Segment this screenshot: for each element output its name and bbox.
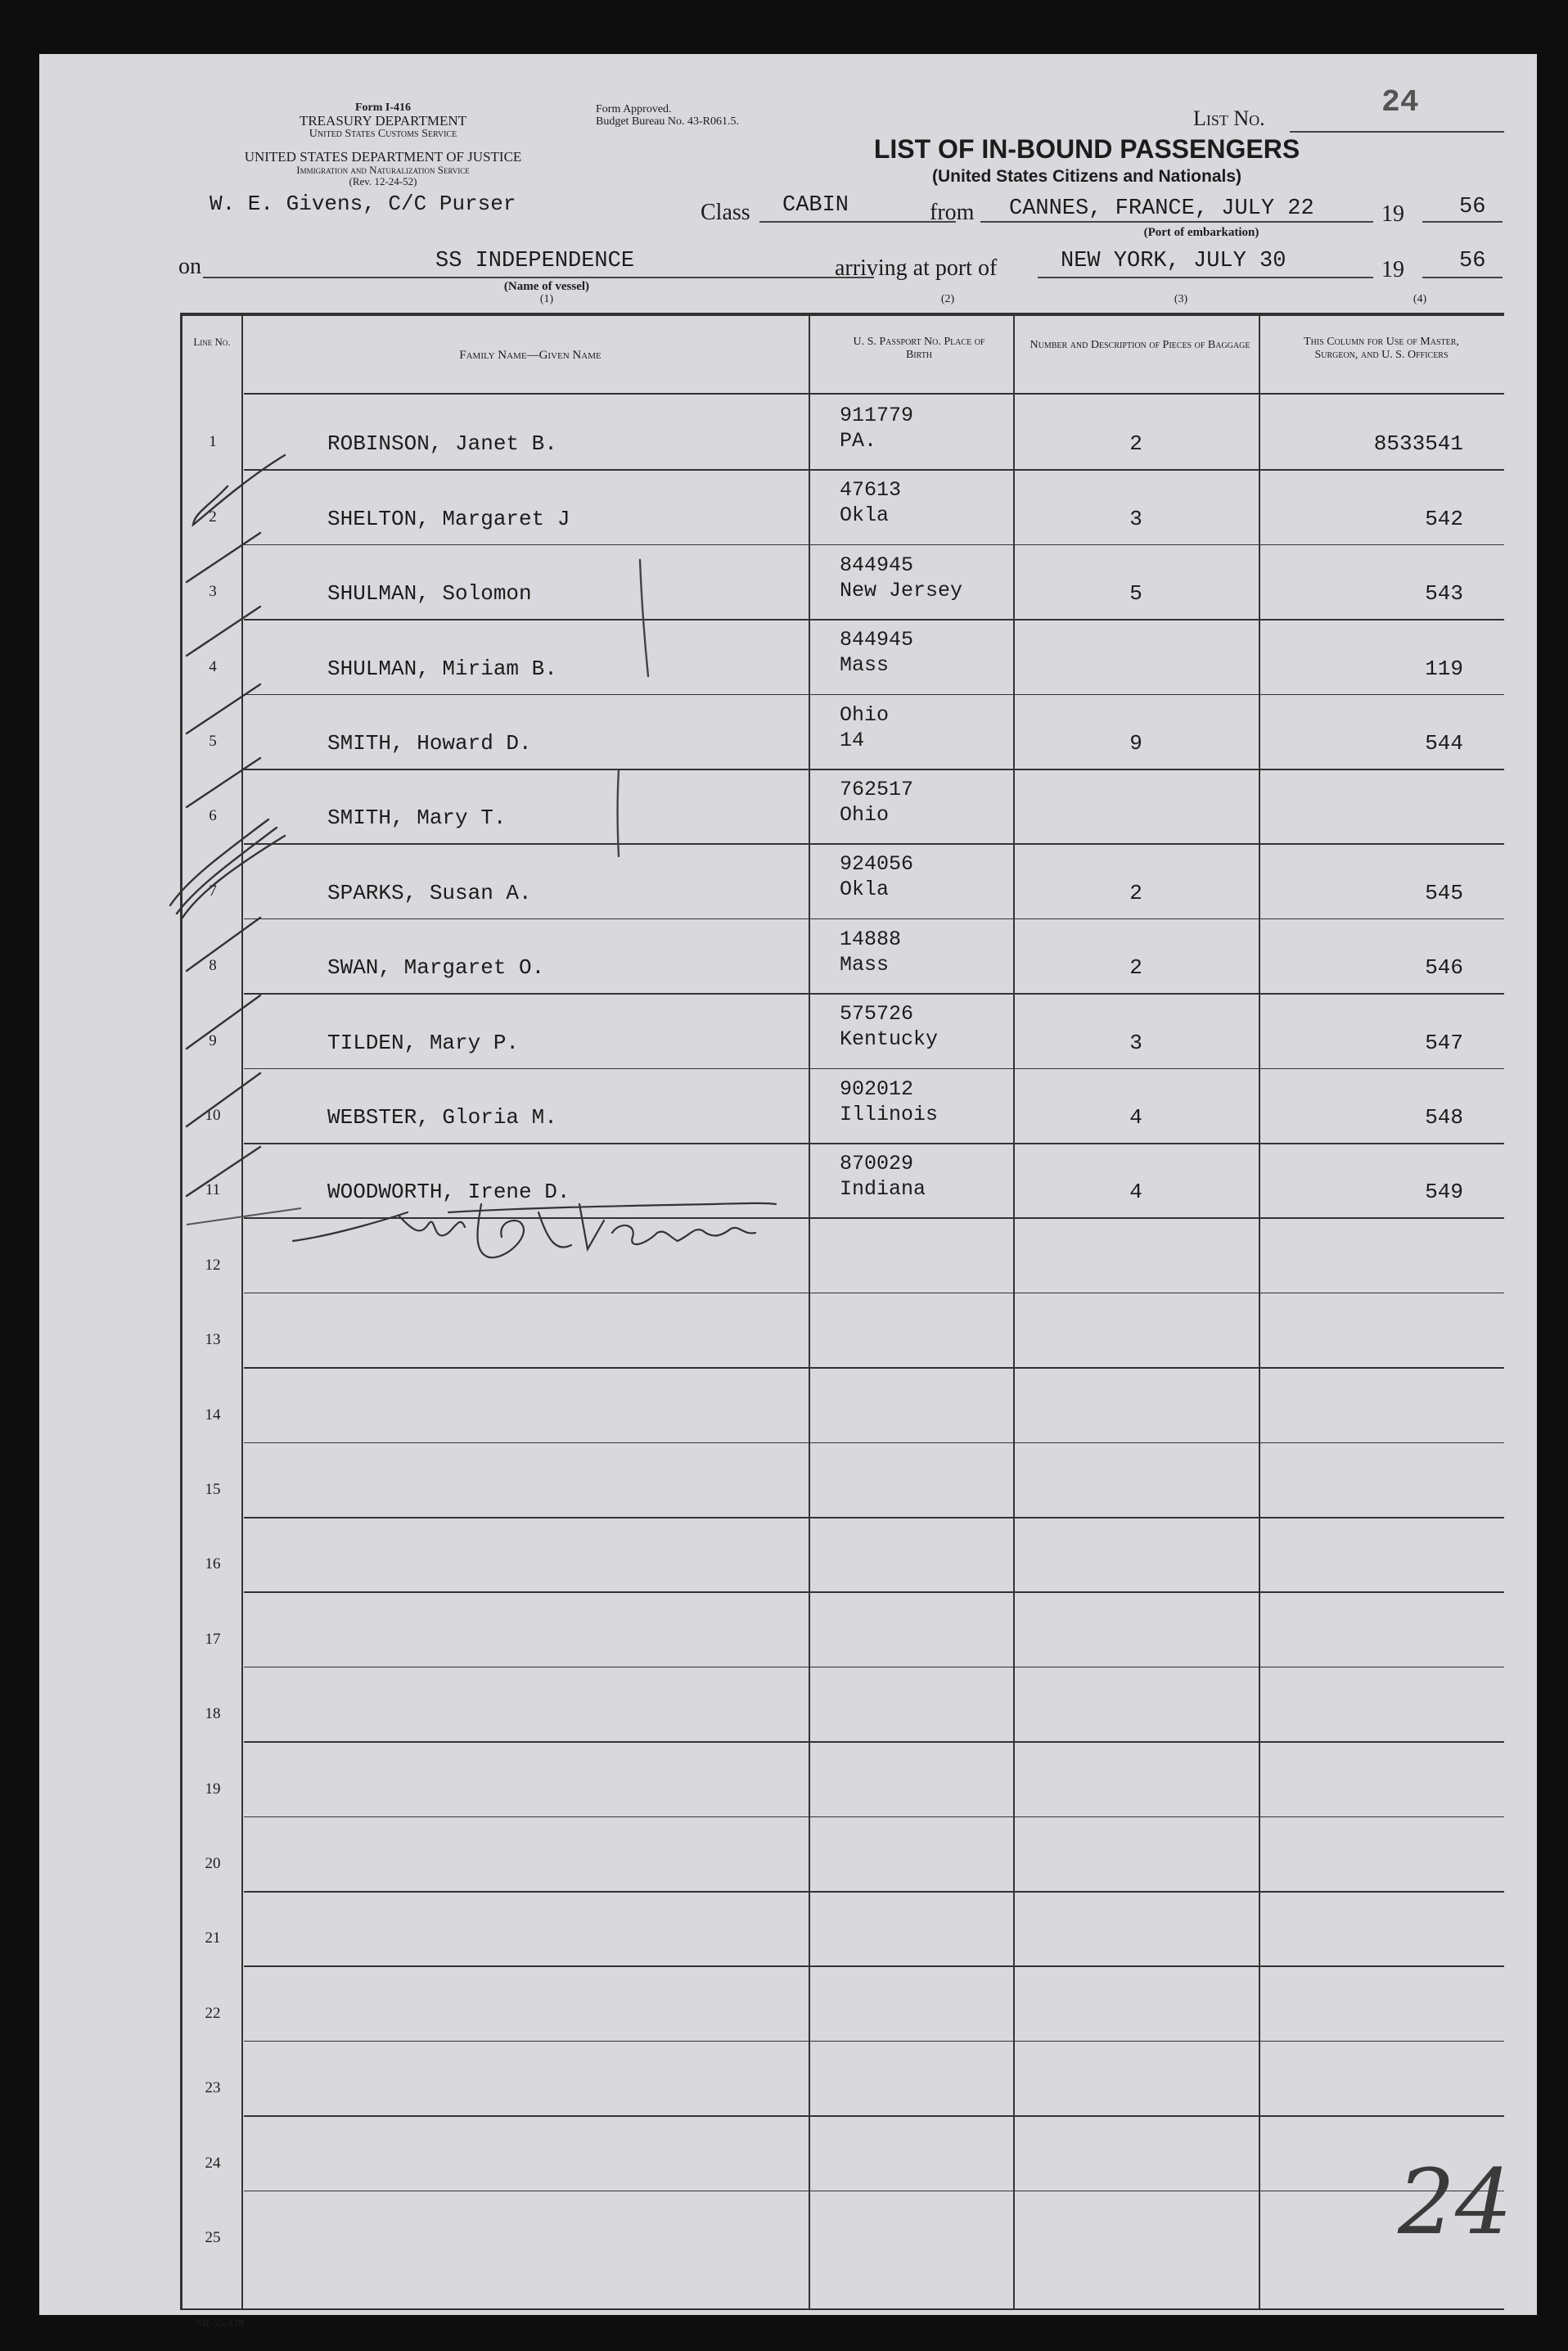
row-rule xyxy=(244,2041,1504,2042)
purser-name: W. E. Givens, C/C Purser xyxy=(210,192,516,216)
row-rule xyxy=(244,769,1504,770)
officer-note: 542 xyxy=(1425,506,1463,531)
from-value: CANNES, FRANCE, JULY 22 xyxy=(1009,196,1314,221)
year-value-2: 56 xyxy=(1459,249,1486,273)
passenger-name: SHULMAN, Miriam B. xyxy=(327,656,557,681)
class-underline xyxy=(759,221,956,223)
officer-note: 546 xyxy=(1425,955,1463,981)
line-number: 21 xyxy=(205,1929,221,1947)
row-rule xyxy=(244,1068,1504,1070)
line-number: 14 xyxy=(205,1406,221,1424)
row-rule xyxy=(244,2191,1504,2192)
line-number: 10 xyxy=(205,1107,221,1124)
line-number: 2 xyxy=(209,508,217,526)
row-rule xyxy=(244,1965,1504,1967)
birthplace: Kentucky xyxy=(840,1027,939,1052)
passport-number: 844945 xyxy=(840,628,914,652)
line-number: 1 xyxy=(209,433,217,451)
arriving-label: arriving at port of xyxy=(835,255,998,281)
port-embark-caption: (Port of embarkation) xyxy=(1143,226,1259,239)
row-rule xyxy=(244,1143,1504,1144)
customs-label: United States Customs Service xyxy=(309,128,457,140)
baggage-count: 2 xyxy=(1129,880,1142,905)
birthplace: Mass xyxy=(840,952,890,977)
on-label: on xyxy=(178,254,201,279)
row-rule xyxy=(244,1517,1504,1518)
line-number: 11 xyxy=(205,1181,221,1199)
officer-note: 549 xyxy=(1425,1180,1463,1205)
birthplace: Ohio xyxy=(840,803,890,827)
column-marker-4: (4) xyxy=(1413,293,1427,305)
line-number: 4 xyxy=(209,657,217,675)
year-underline-2 xyxy=(1422,277,1503,278)
birthplace: New Jersey xyxy=(840,578,963,602)
birthplace: Indiana xyxy=(840,1177,926,1201)
passenger-name: SMITH, Mary T. xyxy=(327,805,507,831)
line-number: 8 xyxy=(209,957,217,975)
column-marker-2: (2) xyxy=(940,293,955,305)
line-number: 7 xyxy=(209,882,217,900)
page-subtitle: (United States Citizens and Nationals) xyxy=(931,167,1242,186)
row-rule xyxy=(244,1293,1504,1294)
arrival-underline xyxy=(1038,277,1373,278)
baggage-count: 5 xyxy=(1129,581,1142,607)
line-number: 17 xyxy=(205,1630,221,1648)
line-number: 12 xyxy=(205,1256,221,1274)
line-number: 15 xyxy=(205,1481,221,1498)
row-rule xyxy=(244,1367,1504,1369)
table-bottom-border xyxy=(180,2308,1504,2310)
year-underline xyxy=(1422,221,1503,223)
header-officers: This Column for Use of Master, Surgeon, and U. S. Officers xyxy=(1304,336,1459,361)
header-bottom-rule xyxy=(244,393,1504,395)
row-rule xyxy=(244,1667,1504,1668)
passport-number: 14888 xyxy=(840,927,902,951)
arrival-port: NEW YORK, JULY 30 xyxy=(1061,249,1286,273)
row-rule xyxy=(244,1591,1504,1593)
passenger-name: WOODWORTH, Irene D. xyxy=(327,1180,570,1205)
immigration-label: Immigration and Naturalization Service xyxy=(296,164,470,176)
baggage-count: 3 xyxy=(1129,1030,1142,1055)
header-line-no: Line No. xyxy=(193,336,231,348)
birthplace: PA. xyxy=(840,429,877,453)
row-rule xyxy=(244,619,1504,620)
passport-number: 844945 xyxy=(840,553,914,577)
passenger-name: SHULMAN, Solomon xyxy=(327,581,532,607)
officer-note: 8533541 xyxy=(1373,431,1463,457)
column-marker-3: (3) xyxy=(1174,293,1188,305)
line-number: 9 xyxy=(209,1031,217,1049)
line-number: 13 xyxy=(205,1331,221,1349)
line-number: 5 xyxy=(209,733,217,750)
officer-note: 119 xyxy=(1425,656,1463,681)
header-passport: U. S. Passport No. Place of Birth xyxy=(853,336,985,361)
passenger-name: SHELTON, Margaret J xyxy=(327,506,570,531)
passport-number: Ohio xyxy=(840,702,890,727)
vessel-caption: (Name of vessel) xyxy=(503,280,590,293)
vessel-underline xyxy=(203,277,874,278)
line-number: 25 xyxy=(205,2229,221,2246)
handwritten-page-number: 24 xyxy=(1398,2150,1512,2254)
page-title: LIST OF IN-BOUND PASSENGERS xyxy=(873,134,1300,164)
list-no-underline xyxy=(1290,131,1504,133)
baggage-count: 9 xyxy=(1129,731,1142,756)
passport-number: 870029 xyxy=(840,1152,914,1176)
line-number: 16 xyxy=(205,1555,221,1573)
officer-note: 547 xyxy=(1425,1030,1463,1055)
name-column-divider xyxy=(809,316,810,2308)
passenger-name: SPARKS, Susan A. xyxy=(327,880,532,905)
row-rule xyxy=(244,843,1504,845)
year-prefix-2: 19 xyxy=(1381,257,1404,282)
row-rule xyxy=(244,918,1504,920)
tally-marks xyxy=(121,447,318,1266)
officer-note: 545 xyxy=(1425,880,1463,905)
form-number: Form I-416 xyxy=(354,102,412,114)
from-label: from xyxy=(930,200,975,225)
vessel-name: SS INDEPENDENCE xyxy=(435,249,635,273)
line-number: 18 xyxy=(205,1705,221,1723)
row-rule xyxy=(244,993,1504,995)
passport-number: 911779 xyxy=(840,404,914,427)
baggage-count: 3 xyxy=(1129,506,1142,531)
passenger-name: TILDEN, Mary P. xyxy=(327,1030,520,1055)
passport-number: 47613 xyxy=(840,478,902,503)
line-number: 23 xyxy=(205,2079,221,2097)
officer-note: 543 xyxy=(1425,581,1463,607)
line-number: 20 xyxy=(205,1855,221,1872)
signature xyxy=(285,1188,874,1286)
justice-label: UNITED STATES DEPARTMENT OF JUSTICE xyxy=(244,149,522,165)
line-number: 19 xyxy=(205,1780,221,1798)
line-number: 3 xyxy=(209,583,217,601)
list-number: 24 xyxy=(1381,85,1419,120)
passenger-name: ROBINSON, Janet B. xyxy=(327,431,557,457)
year-value: 56 xyxy=(1459,195,1486,219)
passport-number: 902012 xyxy=(840,1076,914,1101)
form-approved: Form Approved. xyxy=(596,103,672,115)
row-rule xyxy=(244,1741,1504,1743)
line-number: 22 xyxy=(205,2004,221,2022)
year-prefix: 19 xyxy=(1381,201,1404,227)
row-rule xyxy=(244,469,1504,471)
birthplace: Illinois xyxy=(840,1102,939,1126)
baggage-count: 4 xyxy=(1129,1105,1142,1130)
passenger-name: WEBSTER, Gloria M. xyxy=(327,1105,557,1130)
form-code: SR-55-339 xyxy=(196,2317,244,2329)
birthplace: Okla xyxy=(840,503,890,528)
baggage-count: 4 xyxy=(1129,1180,1142,1205)
row-rule xyxy=(244,544,1504,546)
passport-column-divider xyxy=(1013,316,1015,2308)
treasury-label: TREASURY DEPARTMENT xyxy=(299,113,467,129)
row-rule xyxy=(244,1891,1504,1893)
row-rule xyxy=(244,1816,1504,1818)
row-rule xyxy=(244,2115,1504,2117)
birthplace: Okla xyxy=(840,878,890,902)
revision-label: (Rev. 12-24-52) xyxy=(349,175,417,187)
passport-number: 762517 xyxy=(840,778,914,801)
baggage-count: 2 xyxy=(1129,955,1142,981)
header-family-name: Family Name—Given Name xyxy=(459,349,602,362)
list-no-label: List No. xyxy=(1193,106,1265,130)
column-marker-1: (1) xyxy=(539,293,554,305)
class-value: CABIN xyxy=(782,193,849,218)
from-underline xyxy=(980,221,1373,223)
line-number: 24 xyxy=(205,2154,221,2172)
header-baggage: Number and Description of Pieces of Baggage xyxy=(1030,339,1250,351)
passenger-name: SMITH, Howard D. xyxy=(327,731,532,756)
officer-note: 548 xyxy=(1425,1105,1463,1130)
row-rule xyxy=(244,694,1504,696)
pencil-strokes xyxy=(604,553,702,881)
birthplace: Mass xyxy=(840,653,890,678)
budget-bureau: Budget Bureau No. 43-R061.5. xyxy=(596,115,739,128)
officer-note: 544 xyxy=(1425,731,1463,756)
birthplace: 14 xyxy=(840,728,865,752)
line-number: 6 xyxy=(209,807,217,825)
passenger-name: SWAN, Margaret O. xyxy=(327,955,545,981)
passport-number: 924056 xyxy=(840,852,914,877)
manifest-page xyxy=(39,54,1537,2329)
passport-number: 575726 xyxy=(840,1002,914,1027)
baggage-count: 2 xyxy=(1129,431,1142,457)
baggage-column-divider xyxy=(1259,316,1260,2308)
class-label: Class xyxy=(701,200,750,225)
table-top-border xyxy=(180,313,1504,316)
row-rule xyxy=(244,1442,1504,1444)
